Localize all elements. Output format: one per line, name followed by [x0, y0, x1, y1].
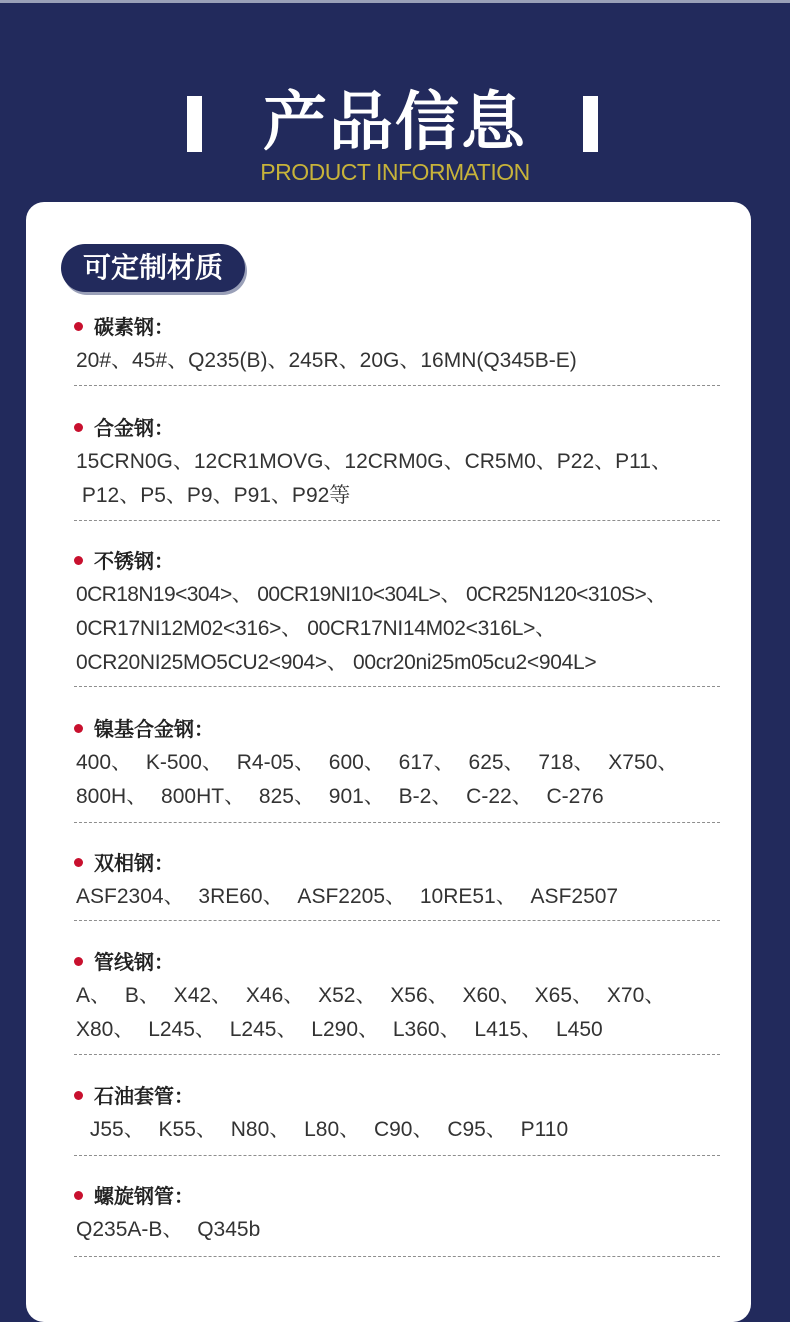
- divider: [74, 385, 720, 386]
- category-values-line: Q235A-B、 Q345b: [76, 1218, 261, 1241]
- bullet-dot-icon: [74, 1191, 83, 1200]
- category-values-line: 0CR20NI25MO5CU2<904>、 00cr20ni25m05cu2<904L>: [76, 651, 597, 674]
- category-values-line: 800H、 800HT、 825、 901、 B-2、 C-22、 C-276: [76, 785, 604, 808]
- bullet-dot-icon: [74, 556, 83, 565]
- category-name: 镍基合金钢：: [94, 717, 214, 741]
- category-stainless-steel: [74, 548, 720, 680]
- category-values-line: P12、P5、P9、P91、P92等: [76, 484, 351, 507]
- category-values-line: X80、 L245、 L245、 L290、 L360、 L415、 L450: [76, 1018, 603, 1041]
- category-values-line: 400、 K-500、 R4-05、 600、 617、 625、 718、 X750、: [76, 751, 679, 774]
- page-title: 产品信息: [263, 86, 527, 160]
- bullet-dot-icon: [74, 322, 83, 331]
- category-name: 管线钢：: [94, 950, 174, 974]
- page-subtitle: PRODUCT INFORMATION: [260, 159, 530, 185]
- category-name: 碳素钢：: [94, 315, 174, 339]
- bullet-dot-icon: [74, 858, 83, 867]
- category-values-line: ASF2304、 3RE60、 ASF2205、 10RE51、 ASF2507: [76, 885, 619, 908]
- bullet-dot-icon: [74, 957, 83, 966]
- section-tag: 可定制材质: [61, 244, 245, 292]
- bullet-dot-icon: [74, 423, 83, 432]
- category-duplex-steel: [74, 850, 720, 914]
- category-pipeline-steel: [74, 949, 720, 1047]
- divider: [74, 822, 720, 823]
- top-border-line: [0, 0, 790, 3]
- category-name: 双相钢：: [94, 851, 174, 875]
- divider: [74, 1054, 720, 1055]
- category-name: 合金钢：: [94, 416, 174, 440]
- category-values-line: 0CR17NI12M02<316>、 00CR17NI14M02<316L>、: [76, 617, 556, 640]
- category-values-line: A、 B、 X42、 X46、 X52、 X56、 X60、 X65、 X70、: [76, 984, 666, 1007]
- category-values-line: 0CR18N19<304>、 00CR19NI10<304L>、 0CR25N120<310S>、: [76, 583, 667, 606]
- category-carbon-steel: [74, 314, 720, 378]
- category-name: 石油套管：: [94, 1084, 194, 1108]
- divider: [74, 686, 720, 687]
- category-nickel-alloy: [74, 716, 720, 814]
- divider: [74, 920, 720, 921]
- category-spiral-pipe: [74, 1183, 720, 1247]
- bullet-dot-icon: [74, 1091, 83, 1100]
- divider: [74, 1155, 720, 1156]
- category-name: 不锈钢：: [94, 549, 174, 573]
- category-oil-casing: [74, 1083, 720, 1147]
- divider: [74, 1256, 720, 1257]
- bullet-dot-icon: [74, 724, 83, 733]
- category-values-line: 20#、45#、Q235(B)、245R、20G、16MN(Q345B-E): [76, 349, 577, 372]
- category-alloy-steel: [74, 415, 720, 513]
- header: [0, 80, 790, 190]
- category-name: 螺旋钢管：: [94, 1184, 194, 1208]
- category-values-line: J55、 K55、 N80、 L80、 C90、 C95、 P110: [76, 1118, 569, 1141]
- category-values-line: 15CRN0G、12CR1MOVG、12CRM0G、CR5M0、P22、P11、: [76, 450, 672, 473]
- content-card: [26, 202, 751, 1322]
- divider: [74, 520, 720, 521]
